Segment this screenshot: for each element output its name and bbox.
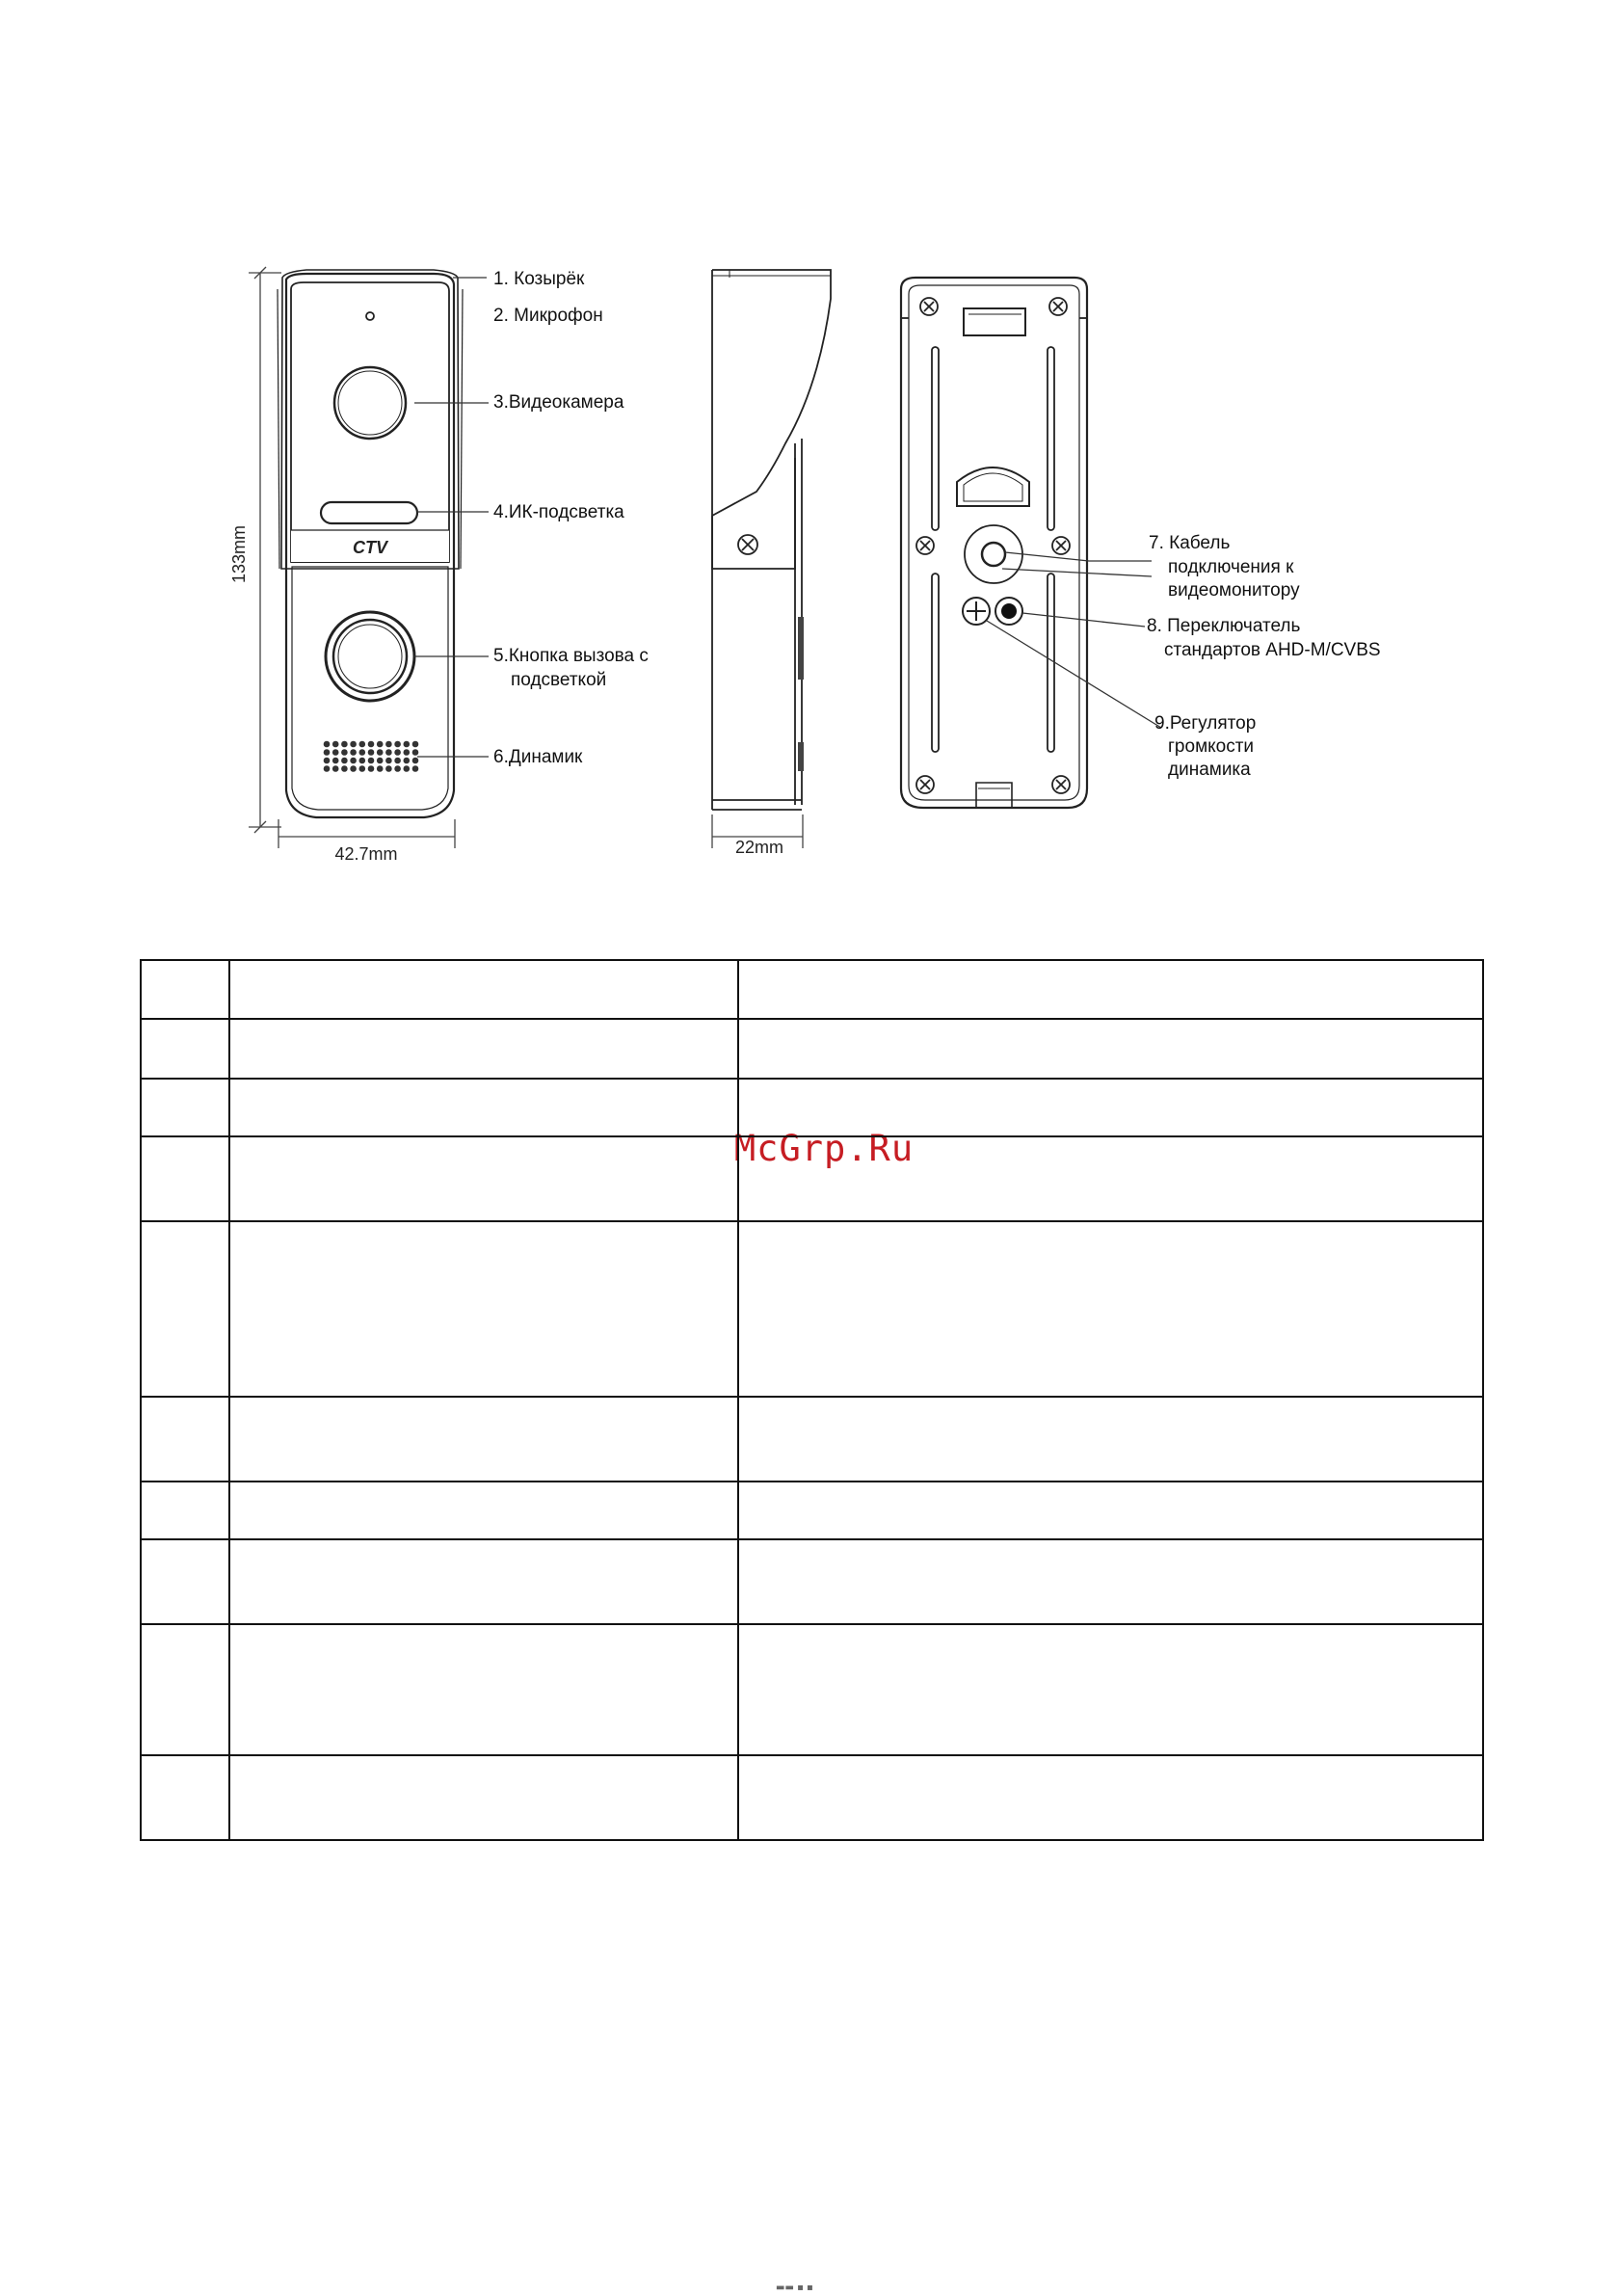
table-row [141, 1079, 1483, 1136]
speaker-hole [412, 765, 419, 772]
width-dimension: 42.7mm [334, 844, 398, 864]
table-cell-value [738, 1136, 1483, 1221]
label-microphone: 2. Микрофон [493, 306, 603, 326]
table-row [141, 1482, 1483, 1539]
table-cell-no [141, 1482, 229, 1539]
ctv-logo: CTV [353, 538, 387, 557]
table-cell-no [141, 1397, 229, 1482]
speaker-hole [412, 749, 419, 756]
table-row [141, 1539, 1483, 1624]
speaker-hole [324, 741, 331, 748]
speaker-hole [350, 749, 357, 756]
table-cell-value [738, 1624, 1483, 1755]
label-volume-1: 9.Регулятор [1154, 713, 1257, 734]
table-row [141, 1136, 1483, 1221]
speaker-hole [377, 749, 384, 756]
table-cell-no [141, 1539, 229, 1624]
speaker-hole [385, 741, 392, 748]
speaker-hole [341, 741, 348, 748]
table-row [141, 1624, 1483, 1755]
speaker-hole [332, 758, 339, 764]
table-cell-value [738, 1079, 1483, 1136]
speaker-grid [324, 741, 419, 772]
speaker-hole [385, 758, 392, 764]
speaker-hole [324, 758, 331, 764]
table-cell-no [141, 1755, 229, 1840]
table-cell-param [229, 1136, 738, 1221]
speaker-hole [394, 741, 401, 748]
table-cell-param [229, 1755, 738, 1840]
label-switch-2: стандартов AHD-M/CVBS [1164, 640, 1381, 660]
label-volume-3: динамика [1168, 760, 1251, 780]
speaker-hole [368, 765, 375, 772]
label-call-button-1: 5.Кнопка вызова с [493, 646, 649, 666]
table-cell-value [738, 1482, 1483, 1539]
back-view [901, 278, 1161, 808]
speaker-hole [404, 758, 411, 764]
speaker-hole [332, 749, 339, 756]
speaker-hole [412, 741, 419, 748]
speaker-hole [377, 765, 384, 772]
call-button [326, 612, 414, 701]
table-cell-param [229, 1482, 738, 1539]
speaker-hole [324, 765, 331, 772]
speaker-hole [359, 765, 366, 772]
speaker-hole [350, 758, 357, 764]
cable-hole [982, 543, 1005, 566]
speaker-hole [368, 741, 375, 748]
height-dimension: 133mm [229, 524, 249, 584]
speaker-hole [341, 765, 348, 772]
table-cell-param [229, 1624, 738, 1755]
table-cell-no [141, 1136, 229, 1221]
table-row [141, 960, 1483, 1019]
table-cell-param [229, 1221, 738, 1397]
label-switch-1: 8. Переключатель [1147, 616, 1301, 636]
speaker-hole [359, 741, 366, 748]
label-visor: 1. Козырёк [493, 269, 585, 289]
table-cell-no [141, 1624, 229, 1755]
speaker-hole [359, 749, 366, 756]
table-cell-no [141, 1079, 229, 1136]
label-camera: 3.Видеокамера [493, 392, 624, 413]
table-cell-no [141, 1019, 229, 1079]
table-cell-param [229, 1079, 738, 1136]
standard-switch [1001, 603, 1017, 619]
table-cell-param [229, 1539, 738, 1624]
table-cell-value [738, 1221, 1483, 1397]
label-speaker: 6.Динамик [493, 747, 583, 767]
speaker-hole [368, 749, 375, 756]
label-call-button-2: подсветкой [511, 670, 607, 690]
table-row [141, 1755, 1483, 1840]
table-cell-value [738, 1755, 1483, 1840]
speaker-hole [404, 765, 411, 772]
table-cell-param [229, 1397, 738, 1482]
speaker-hole [394, 758, 401, 764]
speaker-hole [341, 749, 348, 756]
table-cell-no [141, 960, 229, 1019]
speaker-hole [341, 758, 348, 764]
speaker-hole [377, 758, 384, 764]
label-cable-2: подключения к [1168, 557, 1294, 577]
table-cell-no [141, 1221, 229, 1397]
speaker-hole [359, 758, 366, 764]
speaker-hole [412, 758, 419, 764]
label-ir: 4.ИК-подсветка [493, 502, 624, 522]
table-cell-value [738, 1539, 1483, 1624]
table-cell-value [738, 1397, 1483, 1482]
page-footer-mark: ▬▬ ▪ ▪ [776, 2283, 813, 2293]
speaker-hole [332, 741, 339, 748]
table-cell-value [738, 960, 1483, 1019]
speaker-hole [394, 765, 401, 772]
speaker-hole [385, 749, 392, 756]
spec-table [140, 959, 1484, 1841]
speaker-hole [404, 749, 411, 756]
speaker-hole [368, 758, 375, 764]
speaker-hole [350, 765, 357, 772]
speaker-hole [324, 749, 331, 756]
speaker-hole [404, 741, 411, 748]
side-view [712, 270, 831, 810]
product-diagram [0, 0, 1618, 887]
table-row [141, 1221, 1483, 1397]
watermark: McGrp.Ru [733, 1128, 915, 1169]
speaker-hole [385, 765, 392, 772]
speaker-hole [332, 765, 339, 772]
label-cable-3: видеомонитору [1168, 580, 1300, 601]
label-volume-2: громкости [1168, 736, 1255, 757]
table-cell-value [738, 1019, 1483, 1079]
speaker-hole [394, 749, 401, 756]
speaker-hole [350, 741, 357, 748]
table-row [141, 1397, 1483, 1482]
label-cable-1: 7. Кабель [1149, 533, 1231, 553]
table-row [141, 1019, 1483, 1079]
speaker-hole [377, 741, 384, 748]
depth-dimension: 22mm [734, 838, 784, 857]
table-cell-param [229, 1019, 738, 1079]
table-cell-param [229, 960, 738, 1019]
